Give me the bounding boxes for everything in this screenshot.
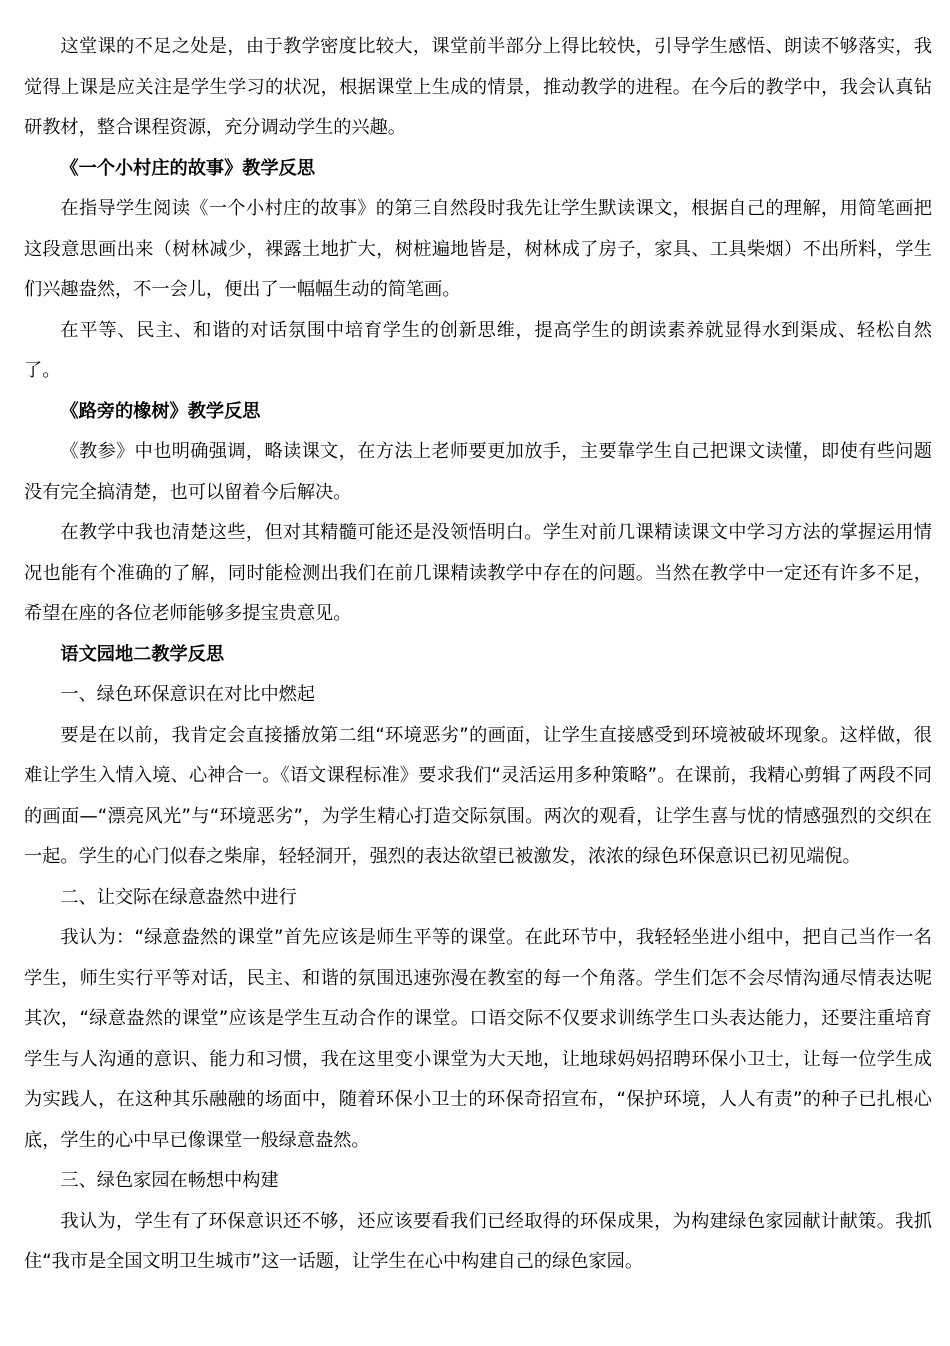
heading-chinese-garden-two-reflection: 语文园地二教学反思 [60,643,225,665]
subheading-eco-awareness: 一、绿色环保意识在对比中燃起 [60,684,316,705]
paragraph-lesson-shortcomings: 这堂课的不足之处是，由于教学密度比较大，课堂前半部分上得比较快，引导学生感悟、朗读不够落实，我觉得上课是应关注是学生学习的状况，根据课堂上生成的情景，推动教学的进程。在今后的教学中，我会认真钻研教材，整合课程资源，充分调动学生的兴趣。 [24,36,932,138]
paragraph-teaching-shortfalls: 在教学中我也清楚这些，但对其精髓可能还是没领悟明白。学生对前几课精读课文中学习方法的掌握运用情况也能有个准确的了解，同时能检测出我们在前几课精读教学中存在的问题。当然在教学中一定还有许多不足，希望在座的各位老师能够多提宝贵意见。 [24,522,932,624]
subheading-green-communication: 二、让交际在绿意盎然中进行 [60,886,297,908]
paragraph-teaching-reference: 《教参》中也明确强调，略读课文，在方法上老师要更加放手，主要靠学生自己把课文读懂，即使有些问题没有完全搞清楚，也可以留着今后解决。 [24,441,932,503]
heading-village-story-reflection: 《一个小村庄的故事》教学反思 [60,157,316,179]
paragraph-village-sketch-activity: 在指导学生阅读《一个小村庄的故事》的第三自然段时我先让学生默读课文，根据自己的理解，用简笔画把这段意思画出来（树林减少，裸露土地扩大，树桩遍地皆是，树林成了房子，家具、工具柴烟）不出所料，学生们兴趣盎然，不一会儿，便出了一幅幅生动的简笔画。 [24,198,932,300]
paragraph-equal-classroom: 我认为：“绿意盎然的课堂”首先应该是师生平等的课堂。在此环节中，我轻轻坐进小组中，把自己当作一名学生，师生实行平等对话，民主、和谐的氛围迅速弥漫在教室的每一个角落。学生们怎不会尽情沟通尽情表达呢其次，“绿意盎然的课堂”应该是学生互动合作的课堂。口语交际不仅要求训练学生口头表达能力，还要注重培育学生与人沟通的意识、能力和习惯，我在这里变小课堂为大天地，让地球妈妈招聘环保小卫士，让每一位学生成为实践人，在这种其乐融融的场面中，随着环保小卫士的环保奇招宣布，“保护环境，人人有责”的种子已扎根心底，学生的心中早已像课堂一般绿意盎然。 [24,927,932,1151]
paragraph-dialogue-atmosphere: 在平等、民主、和谐的对话氛围中培育学生的创新思维，提高学生的朗读素养就显得水到渠成、轻松自然了。 [24,319,932,381]
heading-oak-tree-reflection: 《路旁的橡树》教学反思 [60,400,261,422]
subheading-green-home: 三、绿色家园在畅想中构建 [60,1170,279,1191]
paragraph-civilized-city: 我认为，学生有了环保意识还不够，还应该要看我们已经取得的环保成果，为构建绿色家园献计献策。我抓住“我市是全国文明卫生城市”这一话题，让学生在心中构建自己的绿色家园。 [24,1210,932,1272]
paragraph-contrast-footage: 要是在以前，我肯定会直接播放第二组“环境恶劣”的画面，让学生直接感受到环境被破坏现象。这样做，很难让学生入情入境、心神合一。《语文课程标准》要求我们“灵活运用多种策略”。在课前，我精心剪辑了两段不同的画面—“漂亮风光”与“环境恶劣”，为学生精心打造交际氛围。两次的观看，让学生喜与忧的情感强烈的交织在一起。学生的心门似春之柴扉，轻轻洞开，强烈的表达欲望已被激发，浓浓的绿色环保意识已初见端倪。 [24,724,932,867]
